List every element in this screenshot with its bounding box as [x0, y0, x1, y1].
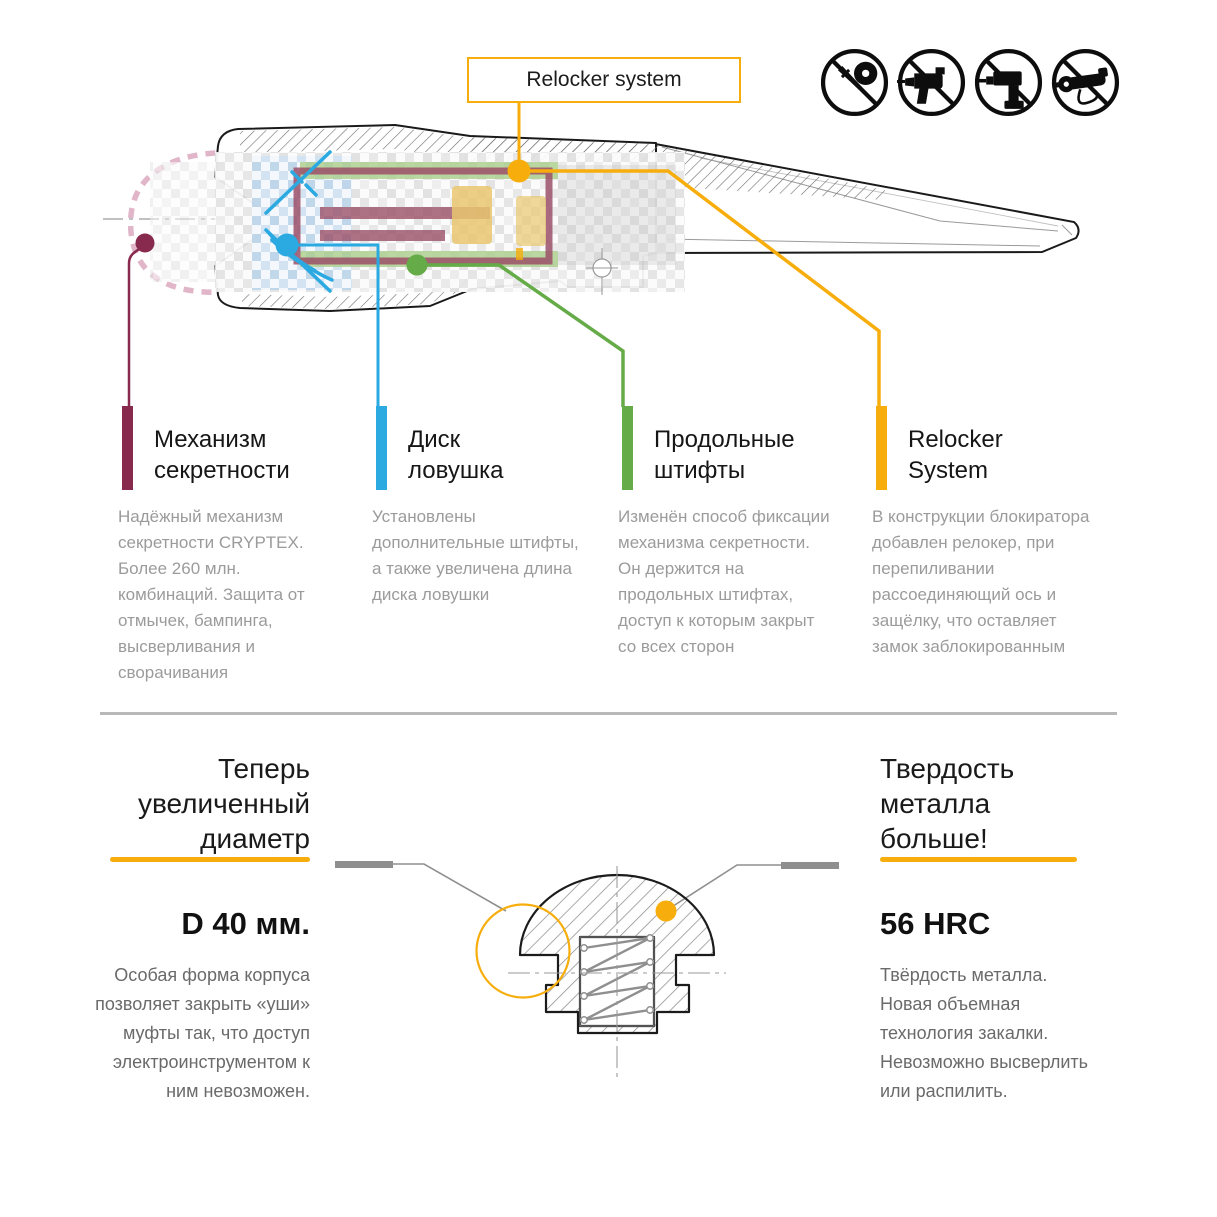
leader-bar-left	[335, 861, 393, 868]
section-divider	[100, 712, 1117, 715]
leader-bar-right	[781, 862, 839, 869]
pin-cross-section-drawing	[335, 861, 839, 1078]
callout-dot-maroon	[136, 234, 155, 253]
leader-green	[417, 265, 623, 407]
color-bar-maroon	[122, 406, 133, 490]
callout-dot-yellow	[508, 160, 531, 183]
column-body: В конструкции блокиратора добавлен релокер, при перепиливании рассоединяющий ось и защёлку, что оставляет замок заблокированным	[872, 507, 1090, 656]
no-drill-icon	[895, 46, 968, 119]
callout-dot-green	[407, 255, 428, 276]
color-bar-yellow	[876, 406, 887, 490]
relocker-callout-box	[467, 57, 741, 103]
diameter-value: D 40 мм.	[181, 906, 310, 941]
relocker-callout-label: Relocker system	[526, 68, 682, 91]
hardness-underline	[880, 857, 1077, 862]
column-body: Изменён способ фиксации механизма секретности. Он держится на продольных штифтах, доступ к которым закрыт со всех сторон	[618, 507, 830, 656]
callout-dot-pin	[656, 901, 677, 922]
feature-column-longitudinal-pins	[618, 404, 836, 660]
no-hammer-drill-icon	[972, 46, 1045, 119]
callout-dot-blue	[276, 234, 299, 257]
diameter-description: Особая форма корпуса позволяет закрыть «уши» муфты так, что доступ электроинструментом к ним невозможен.	[95, 965, 310, 1101]
key-outline	[131, 153, 303, 293]
leader-yellow	[519, 171, 879, 407]
feature-column-disc-trap	[372, 404, 590, 608]
feature-column-relocker-system	[872, 404, 1090, 660]
prohibition-icons	[818, 46, 1122, 119]
column-body: Надёжный механизм секретности CRYPTEX. Более 260 млн. комбинаций. Защита от отмычек, бампинга, высверливания и сворачивания	[118, 507, 305, 682]
hardness-description: Твёрдость металла. Новая объемная технология закалки. Невозможно высверлить или распилить.	[880, 965, 1089, 1101]
leader-maroon	[129, 246, 145, 407]
feature-column-secrecy-mechanism	[118, 404, 336, 686]
no-engraving-tool-icon	[818, 46, 891, 119]
diameter-underline	[110, 857, 310, 862]
highlight-circle	[477, 905, 570, 998]
diameter-heading: Теперь увеличенный диаметр	[137, 753, 310, 854]
no-power-saw-icon	[1049, 46, 1122, 119]
column-title: Механизм секретности	[154, 426, 290, 484]
color-bar-blue	[376, 406, 387, 490]
leader-blue	[287, 245, 378, 407]
column-body: Установлены дополнительные штифты, а также увеличена длина диска ловушки	[372, 507, 579, 604]
column-title: Диск ловушка	[408, 426, 504, 484]
column-title: Relocker System	[908, 426, 1003, 484]
color-bar-green	[622, 406, 633, 490]
lock-cross-section-drawing	[103, 100, 1079, 407]
column-title: Продольные штифты	[654, 426, 795, 484]
hardness-heading: Твердость металла больше!	[880, 753, 1015, 854]
hardness-value: 56 HRC	[880, 906, 991, 941]
